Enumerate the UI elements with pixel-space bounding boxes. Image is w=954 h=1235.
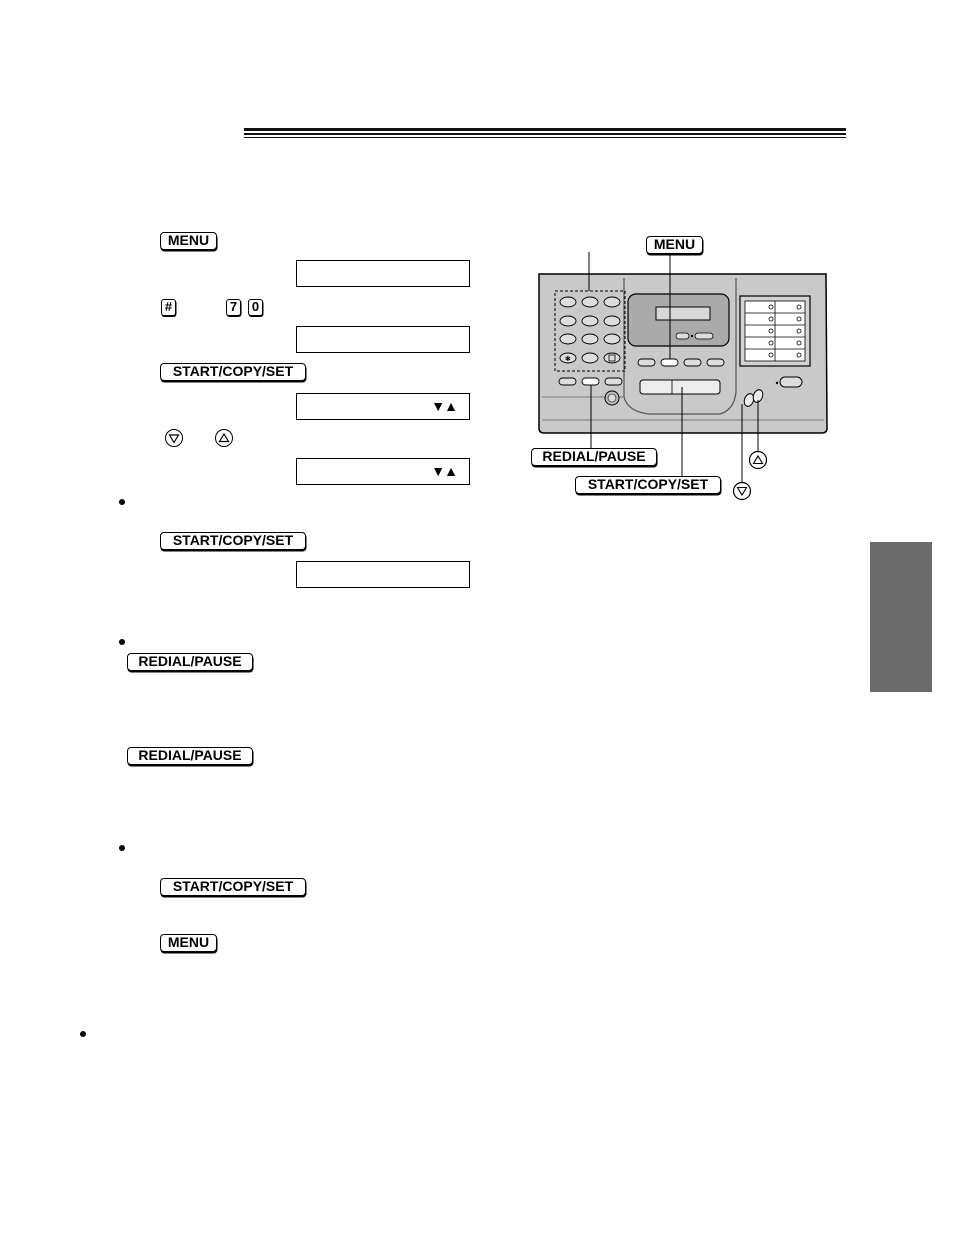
redial-pause-key: REDIAL/PAUSE [127, 747, 253, 765]
seven-key: 7 [226, 299, 241, 316]
start-button-illustration [640, 380, 720, 394]
section-side-tab [870, 542, 932, 692]
start-copy-set-key: START/COPY/SET [160, 363, 306, 381]
bullet-2 [119, 639, 125, 645]
callout-up-icon [750, 452, 767, 469]
up-arrow-key [215, 429, 233, 447]
bullet-1 [119, 499, 125, 505]
start-copy-set-key: START/COPY/SET [160, 532, 306, 550]
bullet-4 [80, 1031, 86, 1037]
display-window-1 [296, 260, 470, 287]
stop-button-illustration [780, 377, 802, 387]
redial-button-illustration [582, 378, 599, 385]
header-rule-top [244, 128, 846, 131]
menu-key: MENU [160, 232, 217, 250]
display-window-4 [296, 458, 470, 485]
header-rule-bottom [244, 137, 846, 138]
down-arrow-key [165, 429, 183, 447]
lcd-screen [656, 307, 710, 320]
down-triangle-icon [166, 430, 182, 446]
hash-key: # [161, 299, 176, 316]
callout-down-icon [734, 483, 751, 500]
display-window-5 [296, 561, 470, 588]
diagram-menu-label: MENU [646, 236, 703, 254]
display-window-3 [296, 393, 470, 420]
up-triangle-icon [216, 430, 232, 446]
diagram-start-copy-set-label: START/COPY/SET [575, 476, 721, 494]
down-up-arrows-icon: ▼▲ [431, 398, 457, 414]
diagram-redial-pause-label: REDIAL/PAUSE [531, 448, 657, 466]
menu-button-illustration [661, 359, 678, 366]
header-rule-middle [244, 133, 846, 135]
bullet-3 [119, 845, 125, 851]
menu-key: MENU [160, 934, 217, 952]
start-copy-set-key: START/COPY/SET [160, 878, 306, 896]
display-window-2 [296, 326, 470, 353]
down-up-arrows-icon: ▼▲ [431, 463, 457, 479]
star-key-glyph-icon: ∗ [564, 354, 572, 363]
zero-key: 0 [248, 299, 263, 316]
redial-pause-key: REDIAL/PAUSE [127, 653, 253, 671]
